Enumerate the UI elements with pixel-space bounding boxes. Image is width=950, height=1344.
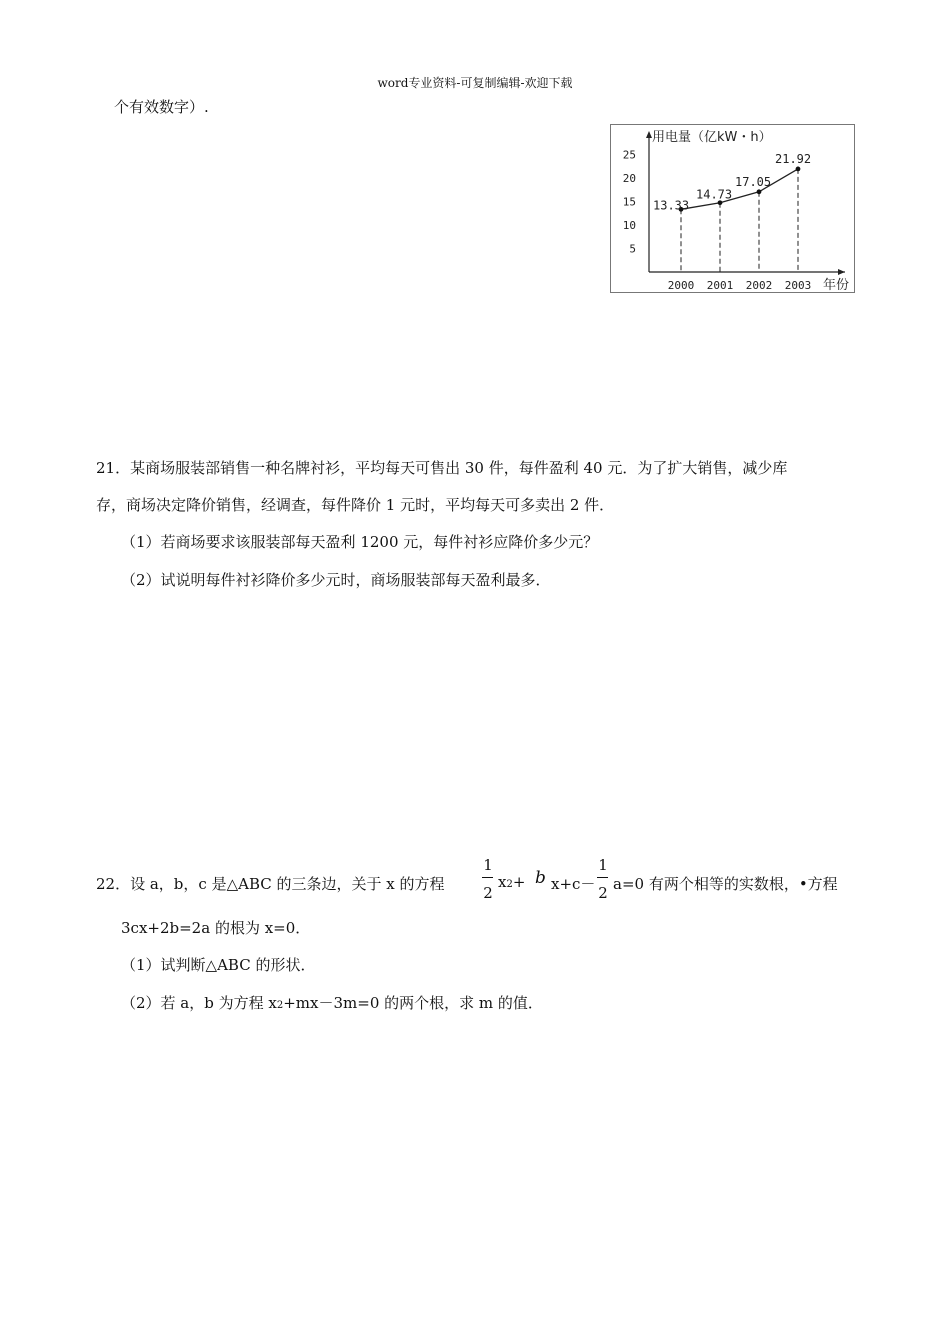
- y-tick-label: 25: [622, 148, 636, 162]
- exponent-2: 2: [506, 879, 513, 890]
- x-tick-label: 2002: [745, 279, 773, 292]
- data-label: 13.33: [653, 198, 690, 213]
- fraction-1-bar: [482, 877, 493, 878]
- data-label: 21.92: [775, 151, 812, 166]
- q22-sub2-text-b: +mx－3m=0 的两个根，求 m 的值．: [283, 994, 543, 1012]
- q21-line-2: 存，商场决定降价销售，经调查，每件降价 1 元时，平均每天可多卖出 2 件．: [96, 496, 615, 514]
- fraction-1-numerator: 1: [483, 856, 493, 874]
- x-tick-label: 2001: [706, 279, 734, 292]
- y-tick-label: 5: [629, 242, 636, 256]
- y-tick-label: 10: [622, 218, 636, 232]
- x-tick-label: 2000: [667, 279, 695, 292]
- x-variable: x: [498, 873, 507, 891]
- b-variable: b: [535, 868, 546, 888]
- q22-line-2: 3cx+2b=2a 的根为 x=0．: [121, 919, 311, 937]
- data-point: [796, 166, 801, 171]
- fraction-2-bar: [597, 877, 608, 878]
- q21-subquestion-2: （2）试说明每件衬衫降价多少元时，商场服装部每天盈利最多．: [121, 571, 551, 589]
- plus-sign: +: [512, 873, 526, 891]
- q22-text-b: x+c－: [551, 875, 596, 893]
- q22-text-c: a=0 有两个相等的实数根，•方程: [613, 875, 838, 893]
- y-tick-label: 15: [622, 195, 636, 209]
- chart-canvas: [611, 125, 854, 292]
- previous-question-fragment: 个有效数字）.: [114, 98, 209, 116]
- q22-subquestion-1: （1）试判断△ABC 的形状．: [121, 956, 316, 974]
- q22-text-a: 22．设 a，b，c 是△ABC 的三条边，关于 x 的方程: [96, 875, 445, 893]
- x-axis-label: 年份: [823, 278, 850, 292]
- x-tick-label: 2003: [784, 279, 812, 292]
- fraction-2-denominator: 2: [598, 884, 608, 902]
- x-axis-arrow: [838, 269, 845, 275]
- q22-x-squared: [498, 873, 525, 891]
- electricity-chart: [610, 124, 855, 293]
- page-header: word专业资料-可复制编辑-欢迎下载: [377, 76, 573, 90]
- q22-sub2-text-a: （2）若 a，b 为方程 x: [121, 994, 277, 1012]
- q22-subquestion-2: [121, 992, 543, 1013]
- fraction-2-numerator: 1: [598, 856, 608, 874]
- data-point: [757, 189, 762, 194]
- q21-subquestion-1: （1）若商场要求该服装部每天盈利 1200 元，每件衬衫应降价多少元？: [121, 533, 599, 551]
- q21-line-1: 21．某商场服装部销售一种名牌衬衫，平均每天可售出 30 件，每件盈利 40 元．为了扩大销售，减少库: [96, 459, 788, 477]
- fraction-1-denominator: 2: [483, 884, 493, 902]
- exponent-2: 2: [276, 1000, 284, 1011]
- y-tick-label: 20: [622, 171, 636, 185]
- data-label: 14.73: [696, 187, 733, 202]
- data-label: 17.05: [735, 174, 772, 189]
- y-axis-label: 用电量（亿kW・h）: [652, 130, 772, 145]
